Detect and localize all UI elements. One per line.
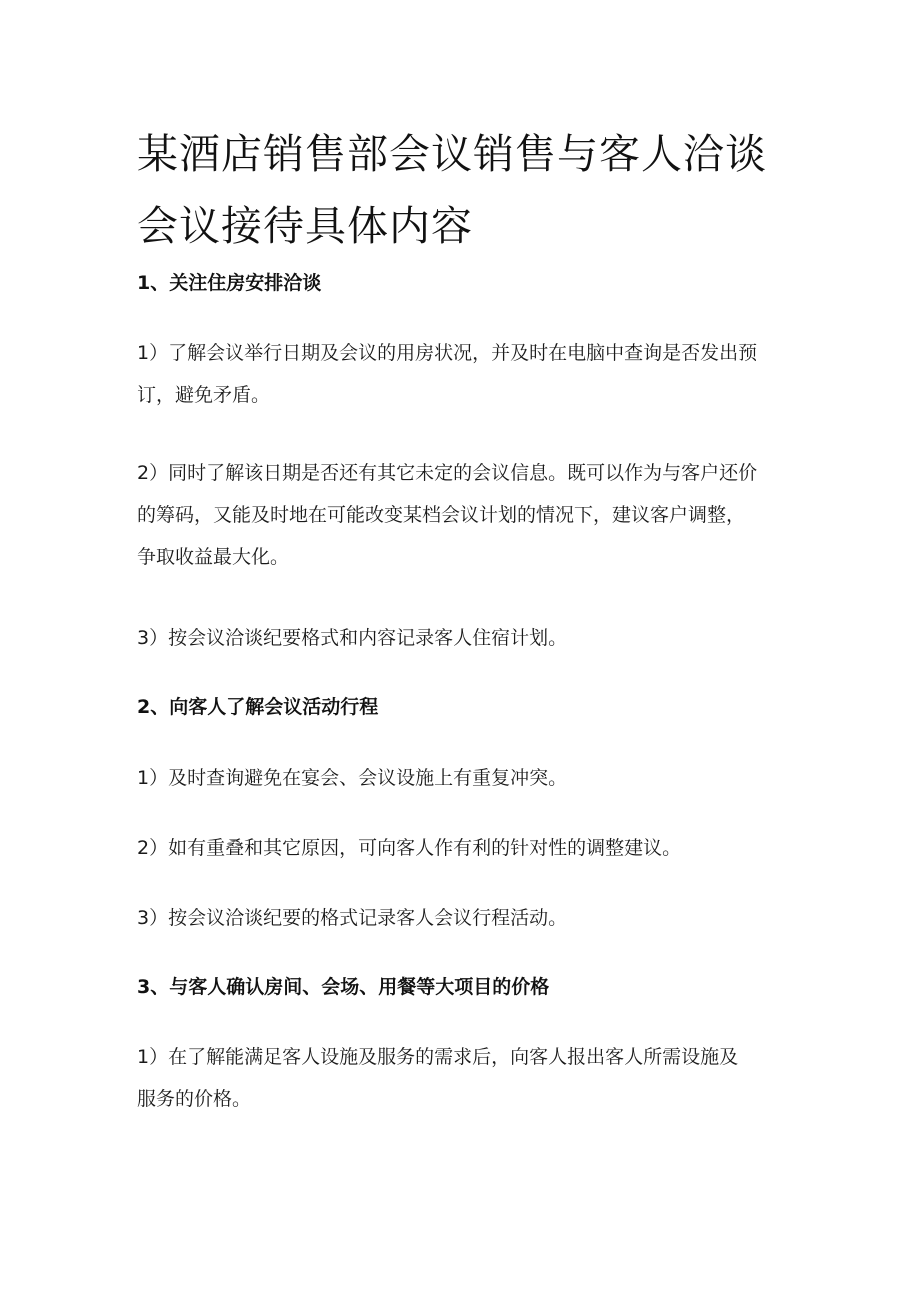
paragraph-line: 的筹码，又能及时地在可能改变某档会议计划的情况下，建议客户调整， <box>137 504 746 526</box>
paragraph-line: 1）在了解能满足客人设施及服务的需求后，向客人报出客人所需设施及 <box>137 1046 739 1068</box>
section-2-paragraph-2 <box>137 827 797 869</box>
section-2-paragraph-1 <box>137 757 797 799</box>
paragraph-line: 2）同时了解该日期是否还有其它未定的会议信息。既可以作为与客户还价 <box>137 462 758 484</box>
paragraph-line: 1）了解会议举行日期及会议的用房状况，并及时在电脑中查询是否发出预 <box>137 342 758 364</box>
paragraph-line: 3）按会议洽谈纪要的格式记录客人会议行程活动。 <box>137 907 568 929</box>
paragraph-line: 1）及时查询避免在宴会、会议设施上有重复冲突。 <box>137 767 568 789</box>
paragraph-line: 服务的价格。 <box>137 1088 252 1110</box>
paragraph-line: 订，避免矛盾。 <box>137 384 271 406</box>
paragraph-line: 3）按会议洽谈纪要格式和内容记录客人住宿计划。 <box>137 627 568 649</box>
title-line: 某酒店销售部会议销售与客人洽谈 <box>137 130 767 178</box>
section-heading-1: 1、关注住房安排洽谈 <box>137 272 322 294</box>
title-line: 会议接待具体内容 <box>137 202 473 250</box>
section-heading-3: 3、与客人确认房间、会场、用餐等大项目的价格 <box>137 976 550 998</box>
section-1-paragraph-2 <box>137 452 797 578</box>
section-2-paragraph-3 <box>137 897 797 939</box>
document-title <box>137 118 797 262</box>
section-1-paragraph-1 <box>137 332 797 416</box>
paragraph-line: 争取收益最大化。 <box>137 546 290 568</box>
section-3-paragraph-1 <box>137 1036 797 1120</box>
section-heading-2: 2、向客人了解会议活动行程 <box>137 696 379 718</box>
section-1-paragraph-3 <box>137 617 797 659</box>
paragraph-line: 2）如有重叠和其它原因，可向客人作有利的针对性的调整建议。 <box>137 837 682 859</box>
